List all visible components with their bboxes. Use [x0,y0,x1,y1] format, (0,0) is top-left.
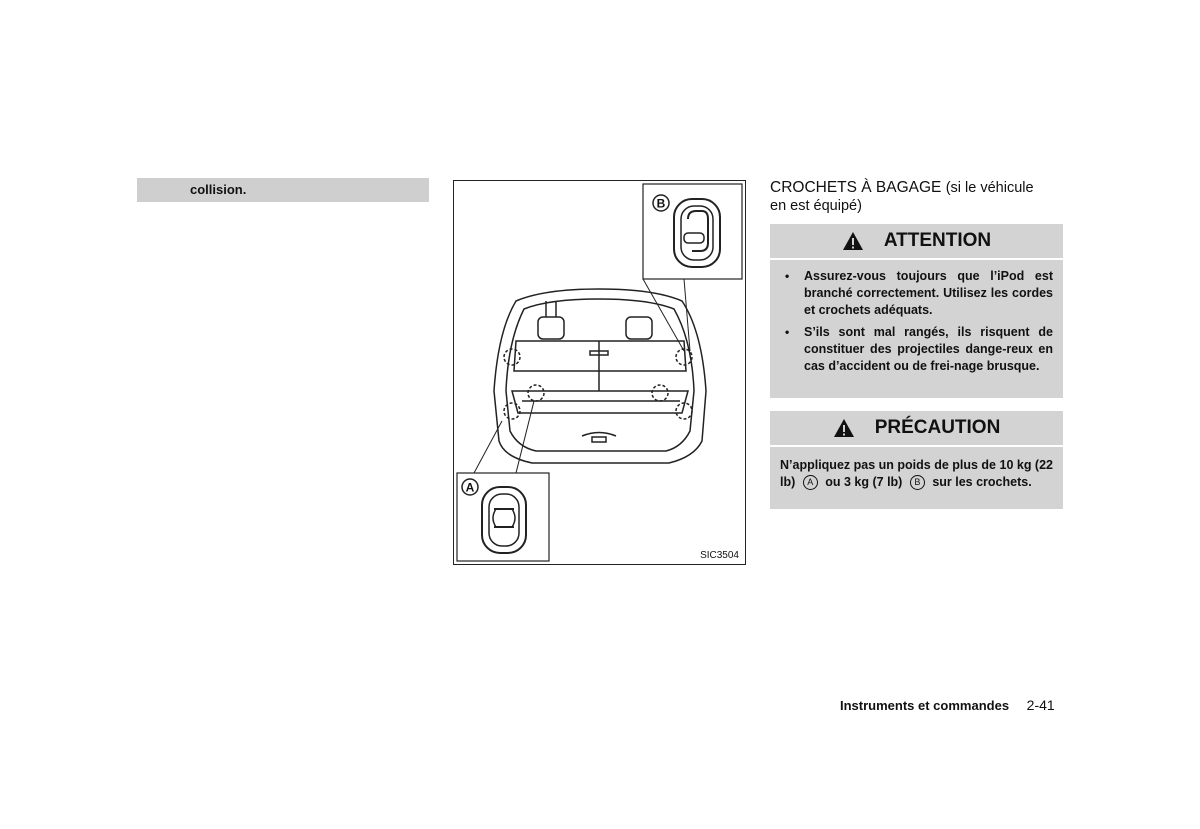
label-b: B [656,196,666,211]
page-number: 2-41 [1026,697,1055,713]
attention-item-2: S’ils sont mal rangés, ils risquent de constituer des projectiles dange-reux en cas d’accident ou de frei-nage brusque. [804,325,1053,373]
label-a: A [465,480,475,495]
hook-b-icon [674,199,720,267]
bullet-icon: • [785,325,790,339]
list-item [780,268,1053,319]
list-item [780,324,1053,375]
precaution-box [770,411,1063,509]
collision-text: collision. [190,182,247,197]
hook-location [528,385,544,401]
section-subtitle-2: en est équipé) [770,198,862,214]
page-footer [840,697,1055,713]
cargo-area-drawing [454,181,745,564]
section-heading [770,179,1063,215]
precaution-heading-text: PRÉCAUTION [874,417,1001,438]
precaution-text-2: ou 3 kg (7 lb) [825,475,903,489]
attention-item-1: Assurez-vous toujours que l’iPod est branché correctement. Utilisez les cordes et crochets adéquats. [804,269,1053,317]
section-title: CROCHETS À BAGAGE [770,179,942,196]
figure-code: SIC3504 [700,550,739,561]
vehicle-rear-outline [494,289,706,463]
attention-list [770,260,1063,375]
precaution-heading [770,411,1063,447]
attention-box [770,224,1063,398]
footer-section-name: Instruments et commandes [840,698,1010,713]
precaution-text-3: sur les crochets. [932,475,1032,489]
cargo-hooks-illustration [453,180,746,565]
section-subtitle-1: (si le véhicule [945,180,1034,196]
collision-note [137,178,429,202]
precaution-text-1: N’appliquez pas un poids de plus de 10 kg (22 lb) [780,458,1053,489]
hook-location [504,349,520,365]
warning-triangle-icon [833,418,855,438]
warning-triangle-icon [842,231,864,251]
hook-a-icon [482,487,526,553]
attention-heading [770,224,1063,260]
hook-location [652,385,668,401]
attention-heading-text: ATTENTION [883,230,992,251]
marker-b-icon: B [910,475,925,490]
marker-a-icon: A [803,475,818,490]
bullet-icon: • [785,269,790,283]
precaution-text [770,447,1063,491]
